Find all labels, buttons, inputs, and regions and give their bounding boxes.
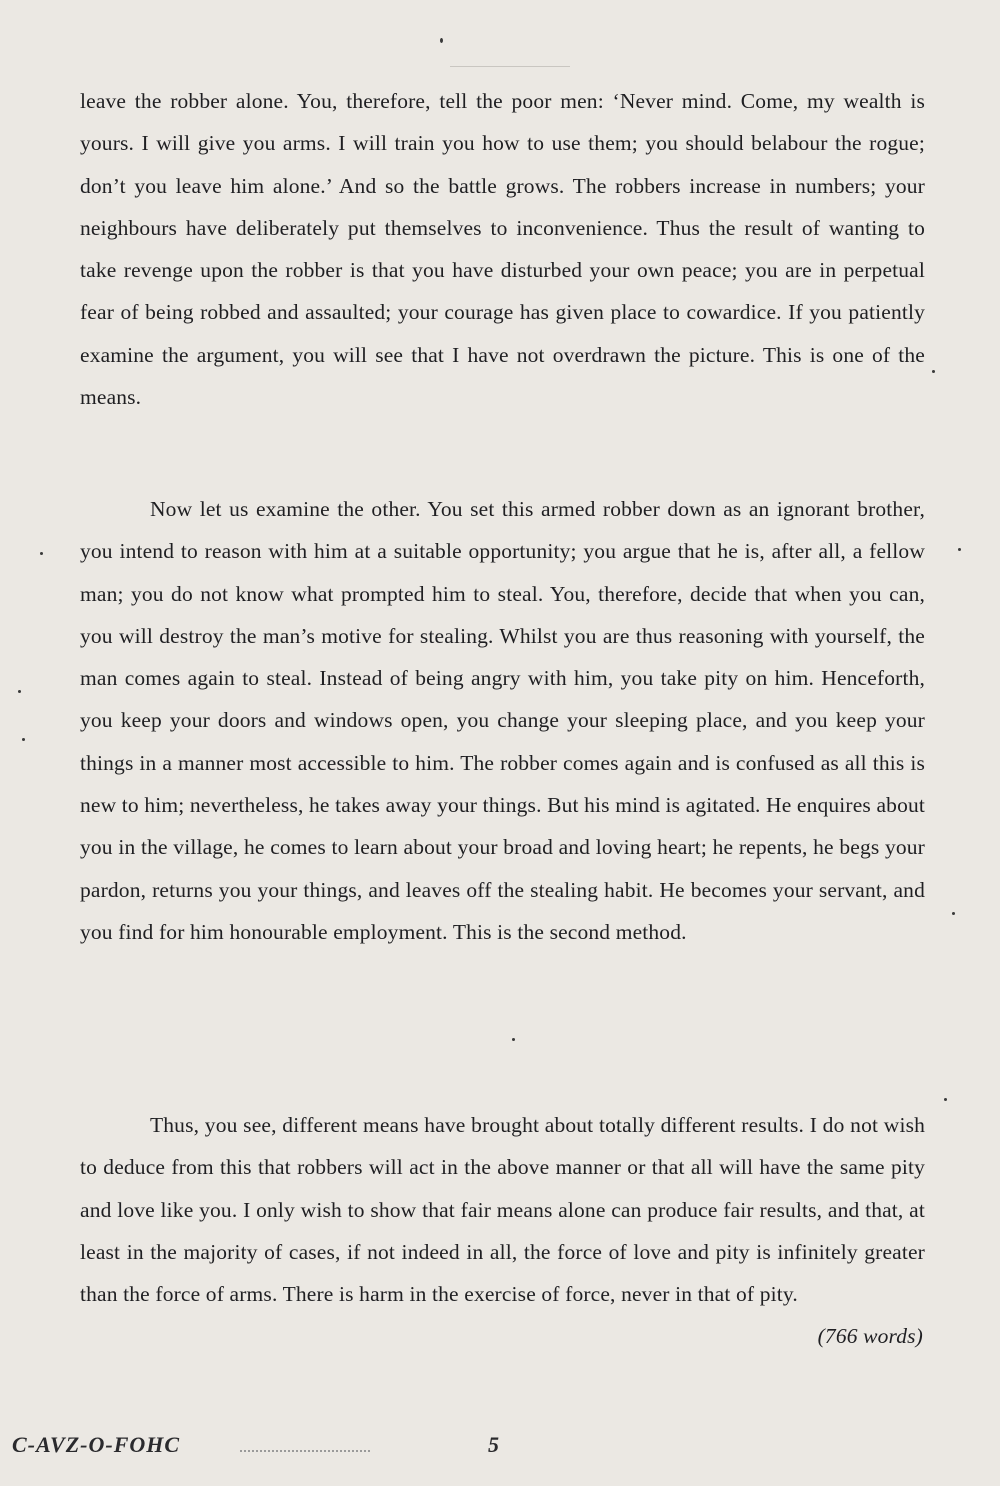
scan-speck <box>40 552 43 555</box>
passage-paragraph-1 <box>80 80 925 418</box>
paragraph-text: leave the robber alone. You, therefore, tell the poor men: ‘Never mind. Come, my wealth is yours. I will give you arms. I will train you how to use them; you should belabour the rogue; don’t you leave him alone.’ And so the battle grows. The robbers increase in numbers; your neighbours have deliberately put themselves to inconvenience. Thus the result of wanting to take revenge upon the robber is that you have disturbed your own peace; you are in perpetual fear of being robbed and assaulted; your courage has given place to cowardice. If you patiently examine the argument, you will see that I have not overdrawn the picture. This is one of the means. <box>80 89 925 410</box>
page-number: 5 <box>488 1432 499 1457</box>
scan-speck <box>18 690 21 693</box>
passage-paragraph-3 <box>80 1104 925 1358</box>
scan-mark-line <box>450 66 570 67</box>
scan-speck <box>22 738 25 741</box>
passage-paragraph-2 <box>80 488 925 953</box>
scan-speck <box>440 38 443 43</box>
scan-speck <box>932 370 935 373</box>
scan-speck <box>944 1098 947 1101</box>
scan-speck <box>958 548 961 551</box>
paragraph-text: Now let us examine the other. You set this armed robber down as an ignorant brother, you intend to reason with him at a suitable opportunity; you argue that he is, after all, a fellow man; you do not know what prompted him to steal. You, therefore, decide that when you can, you will destroy the man’s motive for stealing. Whilst you are thus reasoning with yourself, the man comes again to steal. Instead of being angry with him, you take pity on him. Henceforth, you keep your doors and windows open, you change your sleeping place, and you keep your things in a manner most accessible to him. The robber comes again and is confused as all this is new to him; nevertheless, he takes away your things. But his mind is agitated. He enquires about you in the village, he comes to learn about your broad and loving heart; he repents, he begs your pardon, returns you your things, and leaves off the stealing habit. He becomes your servant, and you find for him honourable employment. This is the second method. <box>80 497 925 944</box>
footer-dotted-line <box>240 1450 370 1452</box>
paragraph-text-span: Thus, you see, different means have brought about totally different results. I do not wish to deduce from this that robbers will act in the above manner or that all will have the same pity and love like you. I only wish to show that fair means alone can produce fair results, and that, at least in the majority of cases, if not indeed in all, the force of love and pity is infinitely greater than the force of arms. There is harm in the exercise of force, never in that of pity. <box>80 1113 925 1307</box>
scan-speck <box>952 912 955 915</box>
word-count: (766 words) <box>817 1324 923 1349</box>
paragraph-text <box>80 1104 925 1349</box>
scan-speck <box>512 1038 515 1041</box>
paper-code: C-AVZ-O-FOHC <box>12 1432 181 1457</box>
